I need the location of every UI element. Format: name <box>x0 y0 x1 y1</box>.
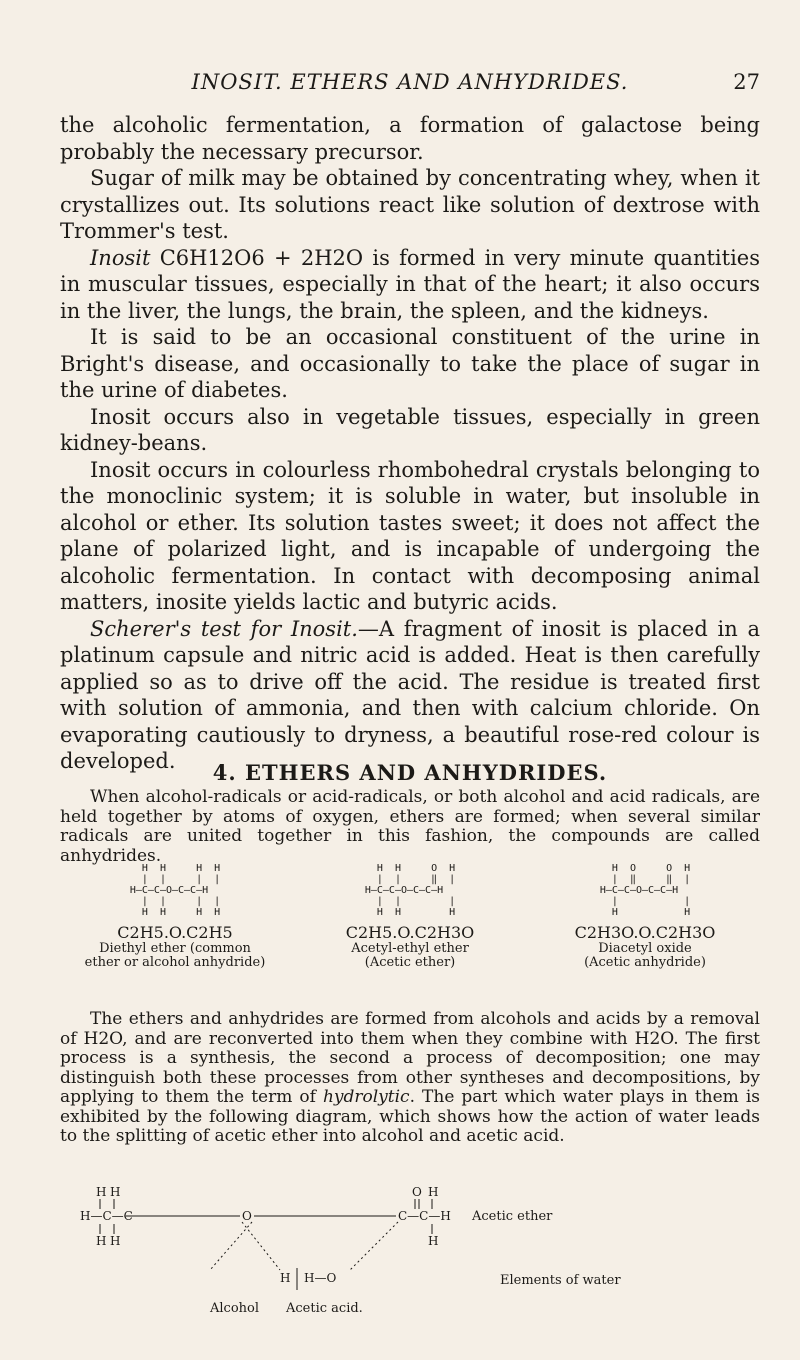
paragraph-text: . The part which water plays in them is exhibited by the following diagram, which shows how the action of water leads to the splitting of acetic ether into alcohol and acetic acid. <box>60 1087 760 1146</box>
oxygen-atom: O <box>242 1209 252 1223</box>
hydrolysis-diagram-svg <box>60 1182 760 1322</box>
dotted-split-line <box>242 1222 280 1270</box>
paragraph: Sugar of milk may be obtained by concentrating whey, when it crystallizes out. Its solutions react like solution of dextrose with Trommer's test. <box>60 166 760 243</box>
acid-fragment <box>398 1185 451 1248</box>
hydrolysis-diagram <box>60 1182 760 1322</box>
dotted-split-line <box>350 1222 398 1270</box>
section-intro <box>60 788 760 866</box>
structure-formula: C2H3O.O.C2H3O <box>574 923 716 942</box>
term-hydrolytic: hydrolytic <box>322 1087 410 1107</box>
svg-text:H: H <box>428 1185 439 1199</box>
page-header <box>60 70 760 100</box>
paragraph: the alcoholic fermentation, a formation of galactose being probably the necessary precursor. <box>60 113 760 164</box>
svg-text:H: H <box>96 1234 107 1248</box>
svg-text:C—C—H: C—C—H <box>398 1209 451 1223</box>
structure-acetyl-ethyl-ether <box>295 863 525 970</box>
paragraph-text: The ethers and anhydrides are formed from alcohols and acids by a removal of H2O, and are reconverted into them when they combine with H2O. The first process is a synthesis, the second a process of decomposition; one may distinguish both these processes from other syntheses and decompositions, by applying to them the term of <box>60 1009 760 1107</box>
paragraph: Inosit occurs also in vegetable tissues, especially in green kidney-beans. <box>60 404 760 455</box>
paragraph: Inosit occurs in colourless rhombohedral crystals belonging to the monoclinic system; it is soluble in water, but insoluble in alcohol or ether. Its solution tastes sweet; it does not affect the plane of polarized light, and is incapable of undergoing the alcoholic fermentation. In contact with decomposing animal matters, inosite yields lactic and butyric acids. <box>60 457 760 614</box>
svg-text:H—C—C: H—C—C <box>80 1209 133 1223</box>
term-inosit: Inosit <box>90 245 151 270</box>
structure-drawing: H H O H | | ‖ | H—C—C—O—C—C—H | | | H H H <box>364 863 456 918</box>
structure-drawing: H O O H | ‖ ‖ | H—C—C—O—C—C—H | | H H <box>599 863 691 918</box>
section-title: 4. ETHERS AND ANHYDRIDES. <box>212 760 608 785</box>
water-hydrogen: H <box>280 1271 291 1285</box>
structure-name: ether or alcohol anhydride) <box>84 955 266 970</box>
label-acetic-ether: Acetic ether <box>472 1209 553 1224</box>
paragraph-text: —A fragment of inosit is placed in a platinum capsule and nitric acid is added. Heat is then carefully applied so as to drive off the acid. The residue is treated first with solution of ammonia, and then with calcium chloride. On evaporating cautiously to dryness, a beautiful rose-red colour is developed. <box>60 616 760 773</box>
structure-formula: C2H5.O.C2H5 <box>117 923 233 942</box>
dotted-split-line <box>210 1222 252 1270</box>
structure-name: Diacetyl oxide <box>598 941 692 956</box>
paragraph <box>60 1010 760 1147</box>
svg-text:H: H <box>110 1234 121 1248</box>
structural-formulas <box>60 863 760 1003</box>
structure-drawing: H H H H | | | | H—C—C—O—C—C—H | | | | H H H H <box>129 863 221 918</box>
label-acetic-acid: Acetic acid. <box>286 1301 363 1316</box>
svg-text:O: O <box>412 1185 422 1199</box>
page-number: 27 <box>733 70 760 94</box>
main-text <box>60 112 760 775</box>
paragraph <box>60 616 760 775</box>
scherer-test-heading: Scherer's test for Inosit. <box>90 616 358 641</box>
alcohol-fragment <box>80 1185 133 1248</box>
svg-text:H: H <box>428 1234 439 1248</box>
running-title: INOSIT. ETHERS AND ANHYDRIDES. <box>191 70 629 94</box>
structure-name: Diethyl ether (common <box>99 941 251 956</box>
paragraph <box>60 245 760 325</box>
paragraph-text: is formed in very minute quantities in muscular tissues, especially in that of the heart; it also occurs in the liver, the lungs, the brain, the spleen, and the kidneys. <box>60 245 760 323</box>
label-alcohol: Alcohol <box>210 1301 260 1316</box>
water-hydroxyl: H—O <box>304 1271 337 1285</box>
svg-text:H: H <box>96 1185 107 1199</box>
structure-diethyl-ether <box>60 863 290 970</box>
structure-diacetyl-oxide <box>530 863 760 970</box>
structure-name: (Acetic anhydride) <box>584 955 706 970</box>
structure-name: Acetyl-ethyl ether <box>351 941 469 956</box>
inosit-formula: C6H12O6 + 2H2O <box>159 245 364 270</box>
label-elements-of-water: Elements of water <box>500 1273 621 1288</box>
svg-text:H: H <box>110 1185 121 1199</box>
structure-name: (Acetic ether) <box>364 955 456 970</box>
section-outro <box>60 1010 760 1147</box>
paragraph: It is said to be an occasional constituent of the urine in Bright's disease, and occasionally to take the place of sugar in the urine of diabetes. <box>60 325 760 402</box>
structure-formula: C2H5.O.C2H3O <box>345 923 475 942</box>
paragraph: When alcohol-radicals or acid-radicals, or both alcohol and acid radicals, are held together by atoms of oxygen, ethers are formed; when several similar radicals are united together in this fashion, the compounds are called anhydrides. <box>60 787 760 866</box>
